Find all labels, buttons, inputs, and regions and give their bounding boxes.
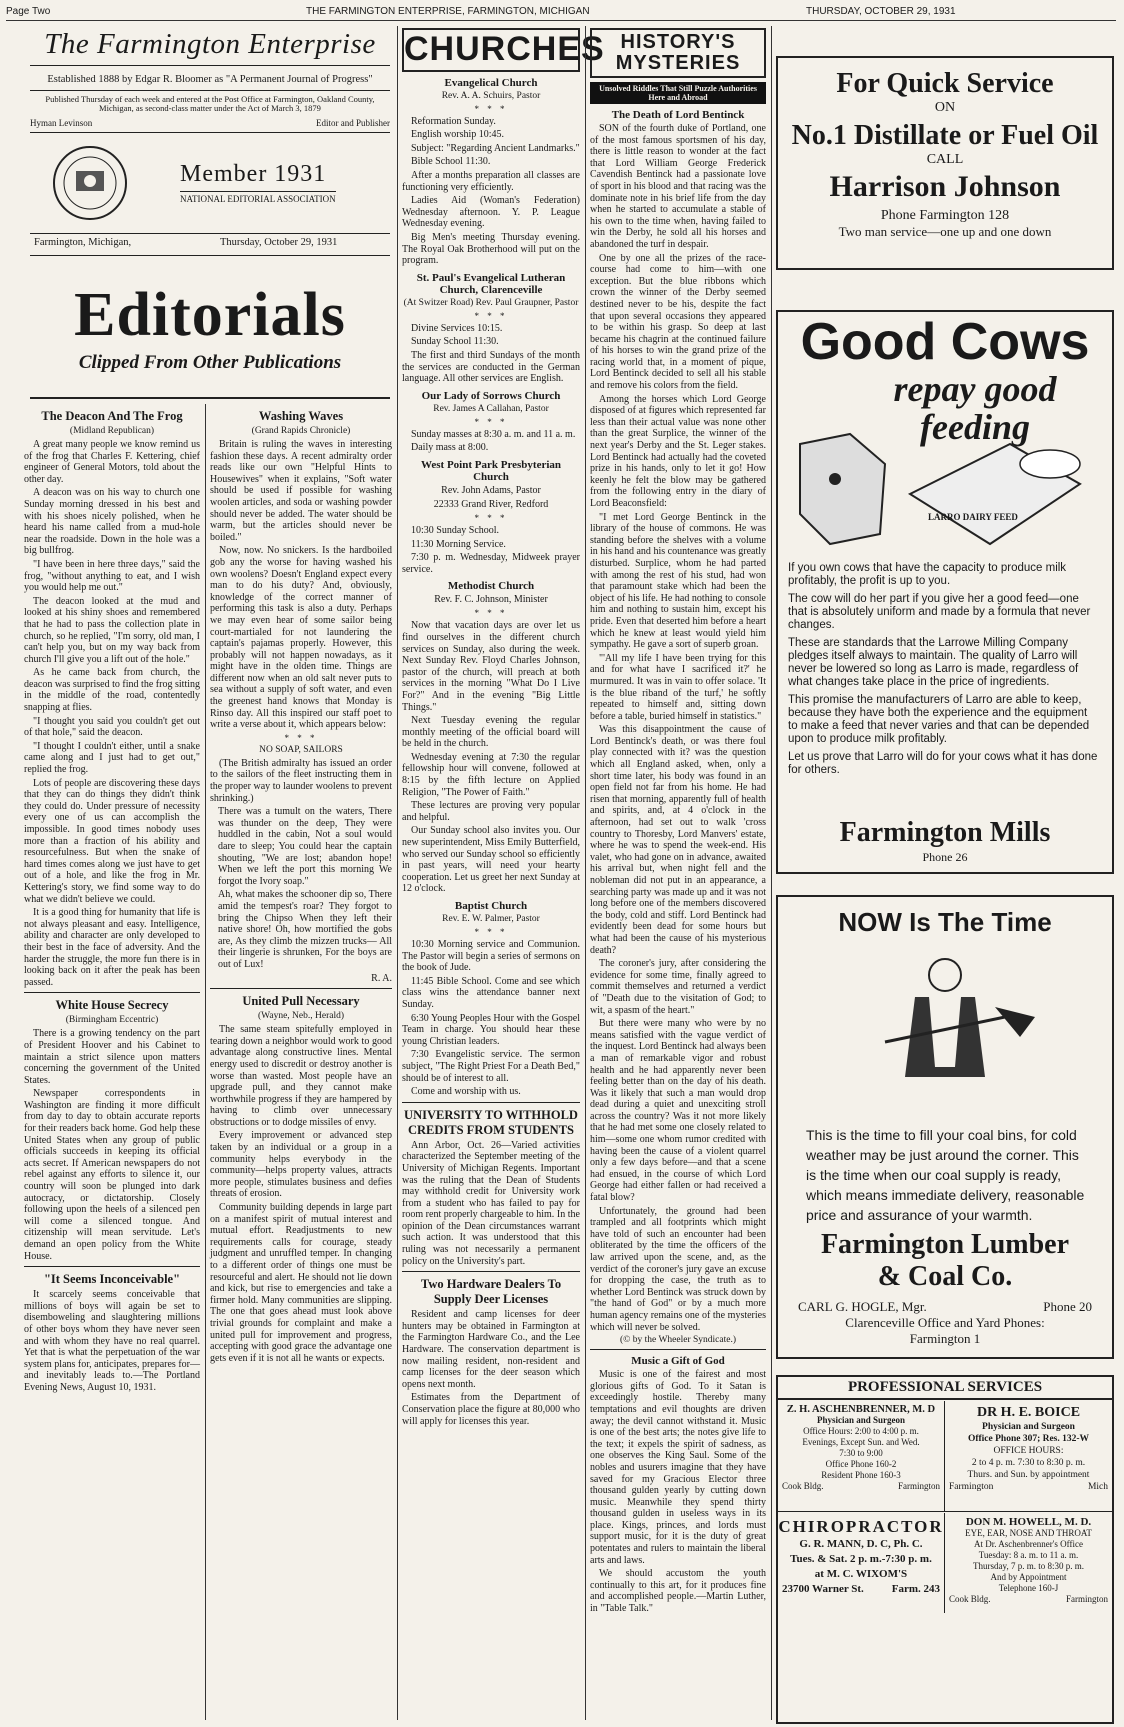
- paragraph: "I met Lord George Bentinck in the library of the house of commons. He was standing before the shelves with a volume in his hand and his countenance was greatly disturbed. Surplice, whom he had parted with among the rest of his stud, had won that paramount stake which had been the object of his life. He had nothing to console him and nothing to sustain him, except his pride. Even that deserted him before a heart which he knew at least would yield him sympathy. He gave a sort of superb groan.: [590, 511, 766, 651]
- paragraph: These lectures are proving very popular and helpful.: [402, 800, 580, 823]
- masthead: [30, 28, 390, 298]
- paragraph: "I have been in here three days," said the frog, "without anything to eat, and I wish you would help me out.": [24, 558, 200, 594]
- ad-lumber-name-1: Farmington Lumber: [820, 1229, 1070, 1260]
- ad-harrison-line3: No.1 Distillate or Fuel Oil: [791, 120, 1099, 151]
- prof-c1-bldg: Cook Bldg.: [782, 1481, 824, 1491]
- paragraph: Among the horses which Lord George disposed of at figures which represented far less than their actual value was none other than the great Surplice, the winner of the next year's Derby and the St. Leger stakes. Lord Bentinck had actually had the coveted prize in his hands, only to let it go! How keenly he felt the blow may be gathered from the following entry in the diary of Lord Beaconsfield:: [590, 393, 766, 509]
- churches-column: [402, 28, 605, 1720]
- paragraph: Newspaper correspondents in Washington are finding it more difficult from day to day to obtain accurate reports for their readers back home. God help these United States when any group of public officials succeeds in keeping its official acts secret. If American newspapers do not rebel against any efforts to silence it, our country will soon be plunged into dark autocracy, or dictatorship. Closely following upon the heels of a silenced pen will come a silenced tongue. And citizenship will mean servitude. Let's demand an open policy from the White House.: [24, 1088, 200, 1262]
- paragraph: Was this disappointment the cause of Lord Bentinck's death, or was there foul play connected with it? was the question which all England asked, when, only a short time later, his body was found in an open field not far from his home. He had risen that morning, apparently full of health and spirits, and, at 4 o'clock in the afternoon, had set out to walk 'cross country to Thoresby, Lord Manvers' estate, where he was to spend the week-end. His valet, who had gone on in advance, awaited his arrival but, when night fell and the nobleman did not put in an appearance, a searching party was made up and it was not long before one of the members discovered the body, cold and stiff. Lord Bentinck had evidently been dead for some hours but what had been the cause of his mysterious death?: [590, 724, 766, 956]
- separator-stars: * * *: [474, 416, 508, 427]
- paragraph: SON of the fourth duke of Portland, one of the most famous sportsmen of his day, there is little reason to wonder at the fact that Lord William George Frederick Cavendish Bentinck had a passionate love of sport in his blood and that racing was the dominate note in his brief life from the day when he started to accumulate a stable of his own to the time when, having failed to win the Derby, he sold all his horses and abandoned the turf in despair.: [590, 123, 766, 250]
- article-source: Rev. James A Callahan, Pastor: [433, 403, 549, 414]
- prof-c3-l5: Farm. 243: [891, 1583, 940, 1595]
- paragraph: Estimates from the Department of Conservation place the figure at 80,000 who will apply for licenses this year.: [402, 1392, 580, 1427]
- ad-mills-para-4: This promise the manufacturers of Larro are able to keep, because they have both the experience and the equipment to make a feed that never varies and that can be depended upon to produce milk profitably.: [788, 694, 1090, 745]
- section-headline: Methodist Church: [447, 580, 535, 593]
- paragraph: But there were many who were by no means satisfied with the vague verdict of the inquest. Lord Bentinck had always been a man of remarkable vigor and robust health and he had apparently never been feeling better than on the day of his death. Was it likely that such a man would drop dead during a quiet and unexciting stroll across the country? Was it not more likely that he had met some one closely related to him—some one whom rumor credited with having been the cause of a violent quarrel only a few days before—and that a scene had ensued, in the course of which Lord George had either fallen or had received a fatal blow?: [590, 1018, 766, 1204]
- church-info: Rev. F. C. Johnson, Minister: [434, 594, 548, 606]
- paragraph: Music is one of the fairest and most glorious gifts of God. To it Satan is exceedingly hostile. Thereby many temptations and evil thoughts are driven away; the devil cannot withstand it. Music is one of the best arts; the notes give life to the text; it expels the spirit of sadness, as one observes the King Saul. Some of the nobles and usurers imagine that they have saved for my Gracious Elector three thousand gulden yearly by cutting down music. Meanwhile they spend thirty thousand gulden in useless ways in its place. Kings, princes, and lords must support music, for it is the duty of great potentates and rulers to maintain the liberal arts and laws.: [590, 1369, 766, 1566]
- prof-c1-town: Farmington: [898, 1481, 940, 1491]
- ad-mills-phone: Phone 26: [922, 850, 968, 864]
- prof-c4-l4: Thursday, 7 p. m. to 8:30 p. m.: [973, 1561, 1084, 1571]
- paragraph: Wednesday evening at 7:30 the regular fellowship hour will convene, followed at 8:15 by the fifth lecture on Applied Religion, "The Power of Faith.": [402, 751, 580, 798]
- ad-mills-headline: Good Cows: [800, 313, 1090, 371]
- man-shoveling-coal-illustration: [845, 947, 1045, 1107]
- article-headline: "It Seems Inconceivable": [43, 1272, 181, 1287]
- church-info: 22333 Grand River, Redford: [433, 498, 549, 510]
- prof-c1-l2: Evenings, Except Sun. and Wed.: [802, 1437, 920, 1447]
- paragraph: 10:30 Morning service and Communion. The Pastor will begin a series of sermons on the book of Jude.: [402, 939, 580, 974]
- press-seal-icon: [50, 143, 130, 223]
- paragraph: Come and worship with us.: [411, 1086, 521, 1098]
- article-source: (© by the Wheeler Syndicate.): [620, 1335, 736, 1346]
- paragraph: Next Tuesday evening the regular monthly meeting of the official board will be held in the church.: [402, 715, 580, 750]
- paragraph: The deacon looked at the mud and looked at his shiny shoes and remembered that he had to pass the collection plate in church, so he replied, "I'm sorry, old man, I can't help you, but on my way back from church I'll give you a lift out of the hole.": [24, 595, 200, 665]
- paragraph: A deacon was on his way to church one Sunday morning dressed in his best and with his shoes nicely polished, when he heard his name called from a mud-hole near the roadside. Down in the hole was a big bullfrog.: [24, 487, 200, 557]
- church-info: Rev. John Adams, Pastor: [441, 484, 541, 496]
- article-headline: United Pull Necessary: [242, 994, 360, 1009]
- ad-lumber-manager: CARL G. HOGLE, Mgr.: [798, 1299, 927, 1314]
- section-headline: Music a Gift of God: [631, 1355, 725, 1368]
- article-source: (Midland Republican): [69, 426, 155, 436]
- page-number: Page Two: [6, 6, 51, 17]
- ad-harrison-service: Two man service—one up and one down: [838, 224, 1052, 239]
- prof-c2-l3: 2 to 4 p. m. 7:30 to 8:30 p. m.: [971, 1458, 1086, 1468]
- paragraph: It is a good thing for humanity that life is not always pleasant and easy. Intelligence, ability and character are only developed to their best in the face of adversity. And the harder the struggle, the more fun there is in looking back on it after the peak has been passed.: [24, 907, 200, 988]
- ad-mills-subhead: repay good feeding: [893, 369, 1057, 447]
- cow-and-feed-bag-illustration: [790, 424, 1100, 554]
- ad-mills-para-2: The cow will do her part if you give her a good feed—one that is absolutely uniform and made by a formula that never changes.: [788, 593, 1091, 631]
- ad-harrison-name: Harrison Johnson: [829, 170, 1061, 203]
- paragraph: Now that vacation days are over let us find ourselves in the different church services on Sunday, also during the week. Next Sunday Rev. Floyd Charles Johnson, pastor of the church, will preach at both services in the morning "What Do I Live For?" And in the evening "Big Little Things.": [402, 620, 580, 713]
- prof-c2-role: Physician and Surgeon: [982, 1422, 1075, 1432]
- prof-c4-l2: At Dr. Aschenbrenner's Office: [974, 1539, 1083, 1549]
- article-source: Rev. A. A. Schuirs, Pastor: [441, 90, 541, 101]
- ad-mills-para-5: Let us prove that Larro will do for your cows what it has done for others.: [788, 751, 1098, 776]
- prof-c1-l4: Office Phone 160-2: [825, 1459, 897, 1469]
- section-logo: CHURCHES: [402, 28, 580, 72]
- divider: [24, 992, 200, 993]
- masthead-title: The Farmington Enterprise: [30, 28, 390, 66]
- paragraph: Every improvement or advanced step taken by an individual or a group in a community helps everybody in the community—helps property values, attracts more people, stimulates business and defies threats of erosion.: [210, 1130, 392, 1200]
- prof-card-aschenbrenner: [778, 1401, 945, 1512]
- paragraph: It scarcely seems conceivable that millions of boys will again be set to disemboweling and slaughtering millions of other boys whom they have never seen and with whom they have no real quarrel. Yet that is what the perpetuation of the war system plans for, anticipates, prepares for—and inevitably leads to.—The Portland Evening News, August 10, 1931.: [24, 1289, 200, 1393]
- paragraph: "'All my life I have been trying for this and for what have I sacrificed it?' he murmured. It was in vain to offer solace. 'It is the blue riband of the turf,' he softly repeated to himself and, sitting down before a table, buried himself in statistics.": [590, 652, 766, 722]
- paragraph: Now, now. No snickers. Is the hardboiled gob any the worse for having washed his own woolens? Doesn't England expect every man to do his duty? And, obviously, knowledge of the correct manner of performing this task is also a duty. Perhaps we may even hear of some sailor being court-martialed for not laundering the captain's pajamas properly. However, this probably will not happen nowadays, as it might have in the olden time. Things are different now when an old salt never puts to sea without a supply of soft water, and even the greenest hand knows that Monday is Rinso day. All this inspired our staff poet to write a verse about it, which appears below:: [210, 545, 392, 731]
- section-headline: The Death of Lord Bentinck: [611, 109, 745, 121]
- editorial-column-2: [210, 404, 392, 1720]
- ad-lumber-office: Clarenceville Office and Yard Phones:: [845, 1315, 1045, 1330]
- ad-mills-para-1: If you own cows that have the capacity to produce milk profitably, the profit is up to you.: [788, 562, 1067, 587]
- paragraph: Lots of people are discovering these days that they can do things they didn't think they could do. Under pressure of necessity every one of us can accomplish the impossible. In good times nobody uses more than a fraction of his ability and resourcefulness. But when the snake of hard times comes along we just have to get out of a hole, and like the frog in Mr. Kettering's story, we find some way to do what we didn't believe we could.: [24, 777, 200, 905]
- article-headline: Two Hardware Dealers To Supply Deer Licenses: [420, 1277, 562, 1307]
- prof-c2-l1: Office Phone 307; Res. 132-W: [967, 1434, 1090, 1444]
- ad-mills-name: Farmington Mills: [839, 817, 1051, 848]
- separator-stars: * * *: [474, 608, 508, 619]
- ad-lumber-phone: Phone 20: [1043, 1299, 1092, 1314]
- paragraph: 11:30 Morning Service.: [411, 538, 506, 550]
- article-source: (Birmingham Eccentric): [65, 1015, 159, 1026]
- editor-name: Hyman Levinson: [30, 117, 93, 128]
- paper-name: THE FARMINGTON ENTERPRISE, FARMINGTON, MICHIGAN: [306, 6, 590, 17]
- prof-c3-l2: Tues. & Sat. 2 p. m.-7:30 p. m.: [790, 1553, 932, 1565]
- section-logo: HISTORY'S MYSTERIES: [590, 28, 766, 78]
- paragraph: The first and third Sundays of the month the services are conducted in the German language. All other services are English.: [402, 350, 580, 385]
- divider: [590, 1349, 766, 1350]
- paragraph: Britain is ruling the waves in interesting fashion these days. A recent admiralty order reads like our own "Helpful Hints to Housewives" when it explains, "Soft water should be used if possible for washing woolen articles, and soda or washing powder should never be added. The water should be warm, but the articles should never be boiled.": [210, 439, 392, 543]
- paragraph: Ann Arbor, Oct. 26—Varied activities characterized the September meeting of the University of Michigan Regents. Important was the ruling that the Dean of Students may withhold credit for University work from a student who has failed to pay for room rent properly chargeable to him. In the opinion of the Dean circumstances warrant such action. It was understood that this ruling was not necessarily a permanent policy on the University's part.: [402, 1139, 580, 1267]
- article-source: Rev. E. W. Palmer, Pastor: [442, 914, 540, 924]
- editorials-subtitle: Clipped From Other Publications: [78, 352, 342, 373]
- member-badge: Member 1931: [180, 160, 327, 187]
- prof-c4-l5: And by Appointment: [990, 1572, 1067, 1582]
- verse: Ah, what makes the schooner dip so, There amid the tempest's roar? They forgot to bring the Chipso When they left their native shore! Oh, how mortified the gobs are, As they climb the mizzen trucks— All their lingerie is shrunken, For the boys are out of Lux!: [218, 889, 392, 970]
- section-headline: West Point Park Presbyterian Church: [420, 458, 562, 483]
- prof-c1-l3: 7:30 to 9:00: [839, 1448, 883, 1458]
- editor-role: Editor and Publisher: [316, 117, 390, 128]
- prof-c2-state: Mich: [1087, 1482, 1108, 1492]
- paragraph: Sunday masses at 8:30 a. m. and 11 a. m.: [411, 428, 576, 440]
- ad-lumber-body: This is the time to fill your coal bins, for cold weather may be just around the corner. This is the time when our coal supply is ready, which means immediate delivery, reasonable price and assurance of your warmth.: [806, 1127, 1085, 1223]
- divider: [402, 1102, 580, 1103]
- paragraph: Community building depends in large part on a manifest spirit of mutual interest and mutual effort. Readjustments to new requirements calls for courage, steady judgment and unruffled temper. In changing to a different order of things one must be resourceful and alert. He should not lie down and kick, but rise to emergencies and take a firmer hold. Many communities are slipping. The one that goes ahead must look above trivial grounds for complaint and make a united pull for improvement and progress, accepting with good grace the advantage one gets even if it is not all he wants or expects.: [210, 1202, 392, 1364]
- paragraph: Our Sunday school also invites you. Our new superintendent, Miss Emily Butterfield, who served our Sunday school so efficiently in past years, will need your hearty cooperation. Let us greet her next Sunday at 12 o'clock.: [402, 825, 580, 895]
- divider: [24, 1266, 200, 1267]
- paragraph: Big Men's meeting Thursday evening. The Royal Oak Brotherhood will put on the program.: [402, 232, 580, 267]
- prof-c3-l1: G. R. MANN, D. C, Ph. C.: [799, 1538, 923, 1550]
- paragraph: Unfortunately, the ground had been trampled and all footprints which might have told of such an encounter had been obliterated by the time the officers of the law arrived upon the scene, and, as the verdict of the coroner's jury gave an excuse for dropping the case, the truth as to whether Lord Bentinck was struck down by "the hand of God" or by a much more human agency remains one of the mysteries which will never be solved.: [590, 1205, 766, 1333]
- prof-c4-name: DON M. HOWELL, M. D.: [965, 1516, 1092, 1528]
- paragraph: One by one all the prizes of the race-course had come to him—with one exception. But the blue ribbons which crown the winner of the Derby seemed destined never to be his, despite the fact that upon several occasions they appeared to be within his grasp. So deep at last became his chagrin at the continued failure of his horses to win the grand prize of the racing world that, in a moment of pique, Lord Bentinck decided to sell all his stable and remove his colors from the field.: [590, 252, 766, 392]
- paragraph: Daily mass at 8:00.: [411, 442, 489, 454]
- prof-c2-l2: OFFICE HOURS:: [993, 1446, 1064, 1456]
- prof-c1-role: Physician and Surgeon: [816, 1415, 906, 1425]
- paragraph: 11:45 Bible School. Come and see which class wins the attendance banner next Sunday.: [402, 975, 580, 1010]
- article-source: (Grand Rapids Chronicle): [251, 426, 351, 436]
- dateline-date: Thursday, October 29, 1931: [220, 236, 338, 248]
- divider: [210, 988, 392, 989]
- prof-card-chiropractor: [778, 1513, 945, 1613]
- article-source: NO SOAP, SAILORS: [259, 744, 343, 755]
- masthead-published: Published Thursday of each week and entered at the Post Office at Farmington, Oakland County, Michigan, as second-class matter under the Act of March 3, 1879: [45, 93, 375, 114]
- prof-c4-l3: Tuesday: 8 a. m. to 11 a. m.: [978, 1550, 1079, 1560]
- ad-farmington-mills: [776, 310, 1114, 874]
- association-name: NATIONAL EDITORIAL ASSOCIATION: [180, 191, 336, 204]
- paragraph: Ladies Aid (Woman's Federation) Wednesday afternoon. Y. P. League Wednesday evening.: [402, 195, 580, 230]
- editorials-banner: [30, 282, 390, 399]
- prof-card-boice: [945, 1401, 1112, 1512]
- editorials-title: Editorials: [74, 281, 346, 349]
- separator-stars: * * *: [474, 103, 508, 114]
- separator-stars: * * *: [474, 927, 508, 937]
- paragraph: (The British admiralty has issued an order to the sailors of the fleet instructing them in the proper way to launder woolens to prevent shrinking.): [210, 757, 392, 804]
- prof-c1-l1: Office Hours: 2:00 to 4:00 p. m.: [803, 1426, 919, 1436]
- mysteries-column: [590, 28, 766, 1720]
- paragraph: Reformation Sunday.: [411, 115, 496, 127]
- divider: [402, 1271, 580, 1272]
- paragraph: Resident and camp licenses for deer hunters may be obtained in Farmington at the Farmington Hardware Co., and the Lee Hardware. The conservation department is now mailing resident, non-resident and camp licenses for the deer season which opens next month.: [402, 1309, 580, 1390]
- page-header: [6, 4, 1116, 21]
- separator-stars: * * *: [474, 310, 508, 321]
- paragraph: After a months preparation all classes are functioning very efficiently.: [402, 170, 580, 193]
- article-source: (At Switzer Road) Rev. Paul Graupner, Pastor: [403, 297, 579, 308]
- paragraph: There is a growing tendency on the part of President Hoover and his Cabinet to maintain a strict silence upon matters concerning the government of the United States.: [24, 1028, 200, 1086]
- ad-harrison-line1: For Quick Service: [836, 68, 1054, 99]
- prof-c2-name: DR H. E. BOICE: [976, 1405, 1081, 1420]
- editorial-column-1: [24, 404, 200, 1720]
- ad-harrison-line2: ON: [934, 100, 956, 115]
- prof-c1-name: Z. H. ASCHENBRENNER, M. D: [786, 1404, 936, 1415]
- paragraph: "I thought you said you couldn't get out of that hole," said the deacon.: [24, 715, 200, 739]
- prof-c3-l3: at M. C. WIXOM'S: [814, 1568, 908, 1580]
- section-tagline: Unsolved Riddles That Still Puzzle Authorities Here and Abroad: [590, 82, 766, 104]
- prof-c4-l1: EYE, EAR, NOSE AND THROAT: [965, 1528, 1092, 1538]
- prof-c3-l4: 23700 Warner St.: [782, 1583, 864, 1595]
- prof-c1-l5: Resident Phone 160-3: [821, 1470, 901, 1480]
- prof-title: PROFESSIONAL SERVICES: [778, 1377, 1112, 1400]
- article-headline: The Deacon And The Frog: [41, 409, 183, 423]
- paragraph: 7:30 Evangelistic service. The sermon subject, "The Right Priest For a Death Bed," should be of interest to all.: [402, 1049, 580, 1084]
- paragraph: Divine Services 10:15.: [411, 322, 503, 334]
- article-source: (Wayne, Neb., Herald): [257, 1011, 344, 1022]
- section-headline: Baptist Church: [454, 900, 528, 912]
- signature: R. A.: [371, 972, 392, 984]
- dateline-place: Farmington, Michigan,: [34, 236, 132, 248]
- paper-date: THURSDAY, OCTOBER 29, 1931: [806, 6, 956, 17]
- section-headline: Our Lady of Sorrows Church: [421, 389, 561, 402]
- section-headline: St. Paul's Evangelical Lutheran Church, Clarenceville: [416, 271, 566, 296]
- paragraph: English worship 10:45.: [411, 129, 505, 141]
- separator-stars: * * *: [284, 732, 318, 743]
- paragraph: The coroner's jury, after considering the evidence for some time, finally agreed to commit themselves and returned a verdict of "Death due to the visitation of God; to wit, a spasm of the heart.": [590, 958, 766, 1016]
- paragraph: As he came back from church, the deacon was surprised to find the frog sitting in the middle of the road, contentedly snapping at flies.: [24, 667, 200, 714]
- paragraph: We should accustom the youth continually to this art, for it produces fine and accomplished people.—Martin Luther, in "Table Talk.": [590, 1568, 766, 1615]
- article-headline: Washing Waves: [258, 409, 344, 423]
- paragraph: 10:30 Sunday School.: [411, 524, 500, 536]
- prof-c4-bldg: Cook Bldg.: [949, 1594, 991, 1604]
- prof-c2-town: Farmington: [949, 1482, 994, 1492]
- verse: There was a tumult on the waters, There was thunder on the deep, They were huddled in the cabin, Not a soul would dare to sleep; You could hear the captain shouting, "We are lost; abandon hope! When we left the port this morning We forgot the Ivory soap.": [218, 806, 392, 887]
- prof-c2-l4: Thurs. and Sun. by appointment: [967, 1470, 1090, 1480]
- professional-services: [776, 1375, 1114, 1724]
- ad-mills-para-3: These are standards that the Larrowe Milling Company pledges itself always to maintain. The quality of Larro will never be lowered so long as Larro is made, regardless of what changes take place in the price of ingredients.: [788, 637, 1079, 688]
- section-headline: Evangelical Church: [444, 76, 538, 89]
- article-headline: UNIVERSITY TO WITHHOLD CREDITS FROM STUDENTS: [404, 1107, 578, 1137]
- prof-card-howell: [945, 1513, 1112, 1613]
- ad-lumber-name-2: & Coal Co.: [877, 1261, 1013, 1292]
- paragraph: 6:30 Young Peoples Hour with the Gospel Team in charge. You should hear these young Christian leaders.: [402, 1012, 580, 1047]
- prof-c4-l6: Telephone 160-J: [998, 1583, 1059, 1593]
- prof-c3-name: CHIROPRACTOR: [778, 1517, 944, 1536]
- separator-stars: * * *: [474, 512, 508, 523]
- ad-harrison-johnson: [776, 56, 1114, 270]
- ad-farmington-lumber: [776, 895, 1114, 1359]
- ad-harrison-phone: Phone Farmington 128: [880, 208, 1010, 223]
- paragraph: A great many people we know remind us of the frog that Charles F. Kettering, chief engineer of General Motors, told about the other day.: [24, 439, 200, 485]
- paragraph: Sunday School 11:30.: [411, 336, 499, 348]
- ad-lumber-headline: NOW Is The Time: [838, 907, 1052, 937]
- paragraph: Subject: "Regarding Ancient Landmarks.": [411, 142, 580, 154]
- feed-bag-label: LARRO DAIRY FEED: [928, 512, 1018, 522]
- article-headline: White House Secrecy: [55, 998, 169, 1013]
- paragraph: "I thought I couldn't either, until a snake came along and I just had to get out," replied the frog.: [24, 740, 200, 776]
- masthead-established: Established 1888 by Edgar R. Bloomer as "A Permanent Journal of Progress": [47, 74, 373, 85]
- prof-c4-town: Farmington: [1066, 1594, 1108, 1604]
- paragraph: The same steam spitefully employed in tearing down a neighbor would work to good advantage along constructive lines. Mental energy used to discredit or destroy another is worse than wasted. Most people have an upgrade pull, and they cannot make worthwhile progress if they are hampered by having to climb over unnecessary obstructions or to dodge missiles of envy.: [210, 1024, 392, 1128]
- ad-lumber-office-phone: Farmington 1: [909, 1331, 981, 1346]
- paragraph: 7:30 p. m. Wednesday, Midweek prayer service.: [402, 552, 580, 575]
- paragraph: Bible School 11:30.: [411, 156, 491, 168]
- ad-harrison-line4: CALL: [926, 152, 964, 167]
